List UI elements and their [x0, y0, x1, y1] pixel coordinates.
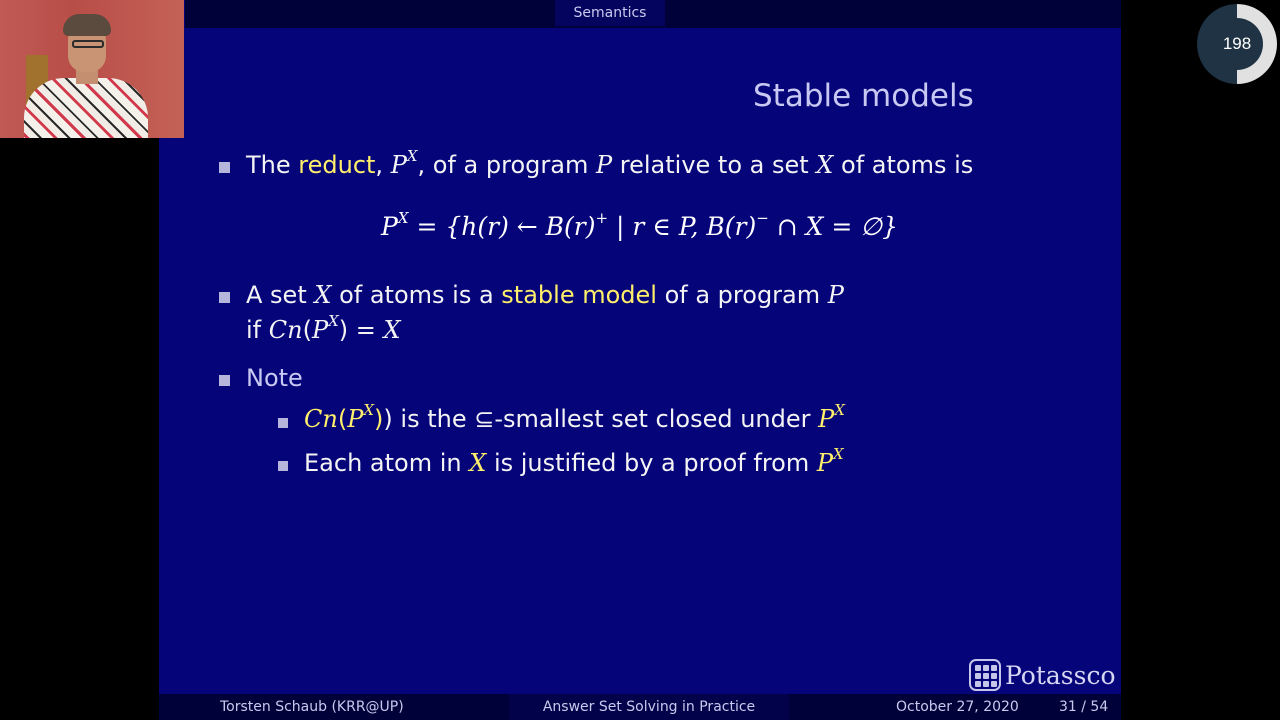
counter-value: 198 — [1211, 18, 1263, 70]
slide-footer — [159, 694, 1121, 720]
sub-bullet-square-icon — [278, 418, 288, 428]
potassco-grid-icon — [969, 659, 1001, 691]
counter-badge — [1197, 4, 1277, 84]
note-justification: Each atom in X is justified by a proof from $P^X$ — [304, 445, 844, 477]
footer-date: October 27, 2020 — [896, 699, 1019, 715]
potassco-logo — [969, 657, 1116, 693]
bullet-square-icon — [219, 375, 230, 386]
slide-content — [159, 0, 1121, 690]
reduct-formula: $P^X = \{h(r)$ ← B(r)+ | r ∈ P, B(r)− ∩ X = ∅} — [381, 209, 898, 241]
potassco-logo-text: Potassco — [1005, 660, 1116, 690]
slide — [159, 0, 1121, 720]
bullet-square-icon — [219, 292, 230, 303]
item-reduct: The reduct, $P^X$, of a program P relative to a set X of atoms is — [246, 147, 974, 179]
note-cn-definition: $Cn(P^X)$) is the ⊆-smallest set closed under $P^X$ — [304, 401, 845, 433]
footer-author: Torsten Schaub (KRR@UP) — [220, 699, 404, 715]
bullet-square-icon — [219, 162, 230, 173]
footer-course: Answer Set Solving in Practice — [509, 694, 789, 720]
term-stable-model: stable model — [501, 281, 657, 309]
item-note: Note — [246, 364, 303, 392]
webcam-video-overlay — [0, 0, 184, 138]
section-label: Semantics — [555, 0, 665, 26]
footer-page-number: 31 / 54 — [1059, 699, 1109, 715]
item-stable-model-line2: if $Cn(P^X) = X$ — [246, 312, 401, 344]
sub-bullet-square-icon — [278, 461, 288, 471]
term-reduct: reduct — [298, 151, 376, 179]
frame-title: Stable models — [753, 78, 974, 114]
item-stable-model-line1: A set X of atoms is a stable model of a program P — [246, 281, 844, 309]
